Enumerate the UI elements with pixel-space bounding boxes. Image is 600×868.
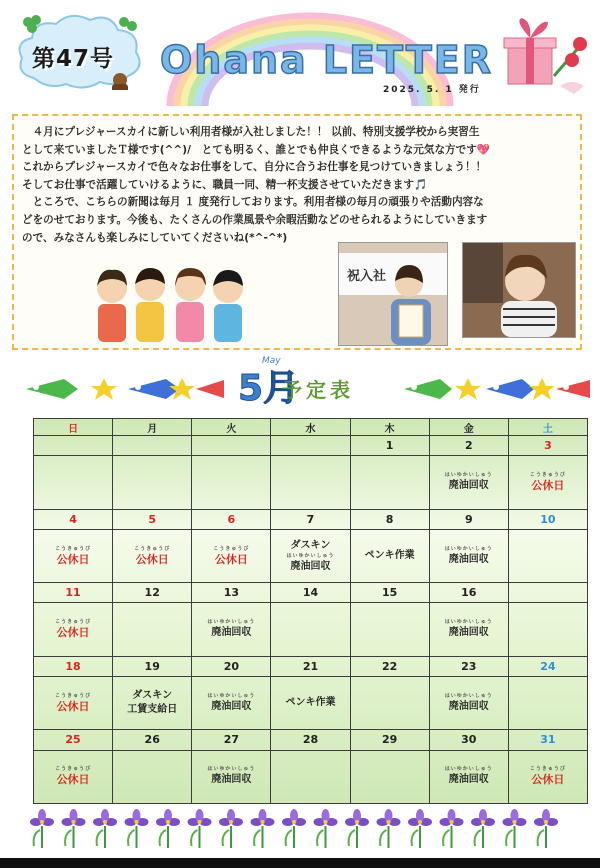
event-penki: ペンキ作業: [285, 697, 336, 709]
day-number: [271, 436, 350, 456]
day-events: [350, 750, 429, 803]
event-dasukin: ダスキン: [132, 690, 173, 702]
day-events: [34, 676, 113, 729]
day-number: 18: [34, 656, 113, 676]
day-events: [508, 603, 587, 656]
event-ruby: はいゆかいしゅう: [444, 471, 493, 478]
day-number: 11: [34, 583, 113, 603]
day-number: 4: [34, 509, 113, 529]
koinobori-right-icon: [402, 376, 592, 402]
event-ruby: はいゆかいしゅう: [207, 766, 256, 773]
event-kyujitsu: 公休日: [56, 773, 90, 787]
day-number: 12: [113, 583, 192, 603]
day-events: [34, 603, 113, 656]
day-number: 25: [34, 730, 113, 750]
gift-flower-icon: [500, 16, 592, 98]
event-ruby: こうきゅうび: [55, 545, 92, 552]
event-kouchin: 工賃支給日: [127, 704, 178, 716]
iris-flower: [314, 809, 338, 848]
day-events: [113, 529, 192, 582]
intro-line: ところで、こちらの新聞は毎月 １ 度発行しております。利用者様の毎月の頑張りや活動内容な: [22, 196, 484, 209]
event-dasukin: ダスキン: [290, 539, 331, 551]
event-ruby: こうきゅうび: [134, 545, 171, 552]
event-kyujitsu: 公休日: [56, 552, 90, 566]
day-number: 5: [113, 509, 192, 529]
iris-flower: [30, 809, 54, 848]
day-number: 30: [429, 730, 508, 750]
day-number: [192, 436, 271, 456]
weekday-header: 日: [34, 419, 113, 436]
event-haisyu: 廃油回収: [211, 700, 252, 712]
day-events: [350, 676, 429, 729]
day-number: 10: [508, 509, 587, 529]
event-kyujitsu: 公休日: [56, 626, 90, 640]
event-ruby: はいゆかいしゅう: [207, 692, 256, 699]
day-events: [508, 750, 587, 803]
day-events: [113, 750, 192, 803]
iris-flower: [251, 809, 275, 848]
day-number: 7: [271, 509, 350, 529]
issue-date: 2025. 5. 1 発行: [383, 85, 481, 95]
day-events: [113, 456, 192, 509]
welcome-photo: [338, 242, 448, 346]
event-kyujitsu: 公休日: [531, 773, 565, 787]
day-events: [429, 529, 508, 582]
event-kyujitsu: 公休日: [135, 552, 169, 566]
day-events: [429, 456, 508, 509]
iris-flower: [188, 809, 212, 848]
issue-number: 第47号: [32, 46, 115, 72]
event-ruby: はいゆかいしゅう: [286, 552, 335, 559]
day-number: 9: [429, 509, 508, 529]
event-haisyu: 廃油回収: [448, 774, 489, 786]
day-number: 20: [192, 656, 271, 676]
day-events: [192, 750, 271, 803]
schedule-month-en: May: [262, 356, 281, 366]
day-number: [113, 436, 192, 456]
day-events: [113, 676, 192, 729]
iris-flower: [93, 809, 117, 848]
weekday-header: 木: [350, 419, 429, 436]
day-number: 2: [429, 436, 508, 456]
event-haisyu: 廃油回収: [448, 479, 489, 491]
day-events: [429, 750, 508, 803]
newsletter-title: Ohana LETTER: [160, 38, 494, 82]
event-ruby: こうきゅうび: [55, 692, 92, 699]
day-number: 8: [350, 509, 429, 529]
day-events: [192, 676, 271, 729]
schedule-month: 5月: [238, 368, 300, 409]
event-ruby: はいゆかいしゅう: [444, 766, 493, 773]
day-number: 15: [350, 583, 429, 603]
event-ruby: はいゆかいしゅう: [207, 619, 256, 626]
koinobori-left-icon: [24, 376, 224, 402]
iris-flower: [282, 809, 306, 848]
day-events: [271, 603, 350, 656]
iris-flower: [408, 809, 432, 848]
weekday-header: 月: [113, 419, 192, 436]
iris-flower: [125, 809, 149, 848]
iris-flowers-decoration: [30, 808, 575, 850]
event-ruby: こうきゅうび: [55, 766, 92, 773]
day-events: [271, 529, 350, 582]
day-events: [429, 676, 508, 729]
iris-flower: [62, 809, 86, 848]
intro-line: として来ていましたＴ様です(^^)/ とても明るく、誰とでも仲良くできるような元気な方です💖: [22, 143, 491, 156]
day-events: [271, 456, 350, 509]
day-events: [350, 456, 429, 509]
day-events: [350, 603, 429, 656]
day-events: [508, 456, 587, 509]
staff-photo: [462, 242, 576, 338]
event-kyujitsu: 公休日: [56, 699, 90, 713]
day-number: 29: [350, 730, 429, 750]
iris-flower: [156, 809, 180, 848]
day-number: 16: [429, 583, 508, 603]
event-ruby: はいゆかいしゅう: [444, 619, 493, 626]
day-events: [34, 750, 113, 803]
day-events: [34, 529, 113, 582]
weekday-header: 土: [508, 419, 587, 436]
day-events: [508, 676, 587, 729]
day-number: 21: [271, 656, 350, 676]
day-number: 22: [350, 656, 429, 676]
day-number: 3: [508, 436, 587, 456]
bottom-bar: [0, 858, 600, 868]
intro-line: どをのせております。今後も、たくさんの作業風景や余暇活動などのせられるようにしていきます: [22, 213, 488, 226]
intro-line: これからプレジャースカイで色々なお仕事をして、自分に合うお仕事を見つけていきましょう！！: [22, 161, 487, 174]
day-events: [192, 529, 271, 582]
day-events: [34, 456, 113, 509]
children-illustration: [90, 262, 250, 346]
day-events: [192, 456, 271, 509]
iris-flower: [440, 809, 464, 848]
day-events: [350, 529, 429, 582]
intro-line: ので、みなさんも楽しみにしていてくださいね(*^-^*): [22, 231, 288, 244]
event-haisyu: 廃油回収: [448, 627, 489, 639]
calendar-table: [33, 418, 588, 804]
event-kyujitsu: 公休日: [531, 478, 565, 492]
day-number: 14: [271, 583, 350, 603]
event-ruby: こうきゅうび: [529, 766, 566, 773]
day-number: 1: [350, 436, 429, 456]
day-number: 28: [271, 730, 350, 750]
day-events: [271, 676, 350, 729]
day-number: 31: [508, 730, 587, 750]
day-number: [508, 583, 587, 603]
iris-flower: [377, 809, 401, 848]
iris-flower: [219, 809, 243, 848]
event-ruby: こうきゅうび: [213, 545, 250, 552]
weekday-header: 水: [271, 419, 350, 436]
day-events: [113, 603, 192, 656]
event-ruby: こうきゅうび: [529, 471, 566, 478]
day-events: [192, 603, 271, 656]
day-number: 26: [113, 730, 192, 750]
iris-flower: [471, 809, 495, 848]
day-number: 23: [429, 656, 508, 676]
event-ruby: はいゆかいしゅう: [444, 692, 493, 699]
event-haisyu: 廃油回収: [448, 553, 489, 565]
event-haisyu: 廃油回収: [211, 627, 252, 639]
event-haisyu: 廃油回収: [211, 774, 252, 786]
day-events: [429, 603, 508, 656]
event-haisyu: 廃油回収: [290, 560, 331, 572]
intro-line: ４月にプレジャースカイに新しい利用者様が入社しました！！ 以前、特別支援学校から実習生: [22, 126, 480, 138]
iris-flower: [345, 809, 369, 848]
day-number: 27: [192, 730, 271, 750]
iris-flower: [534, 809, 558, 848]
intro-line: そしてお仕事で活躍していけるように、職員一同、精一杯支援させていただきます🎵: [22, 178, 428, 191]
weekday-header: 火: [192, 419, 271, 436]
event-penki: ペンキ作業: [364, 550, 415, 562]
day-events: [508, 529, 587, 582]
schedule-title: 予定表: [282, 378, 354, 402]
day-number: 6: [192, 509, 271, 529]
photo-caption: 祝入社: [347, 269, 387, 284]
event-kyujitsu: 公休日: [214, 552, 248, 566]
intro-text: [22, 124, 576, 247]
day-number: 13: [192, 583, 271, 603]
day-number: 19: [113, 656, 192, 676]
calendar: [33, 418, 588, 804]
day-number: 24: [508, 656, 587, 676]
day-events: [271, 750, 350, 803]
event-haisyu: 廃油回収: [448, 700, 489, 712]
iris-flower: [503, 809, 527, 848]
event-ruby: こうきゅうび: [55, 619, 92, 626]
weekday-header: 金: [429, 419, 508, 436]
day-number: [34, 436, 113, 456]
event-ruby: はいゆかいしゅう: [444, 545, 493, 552]
